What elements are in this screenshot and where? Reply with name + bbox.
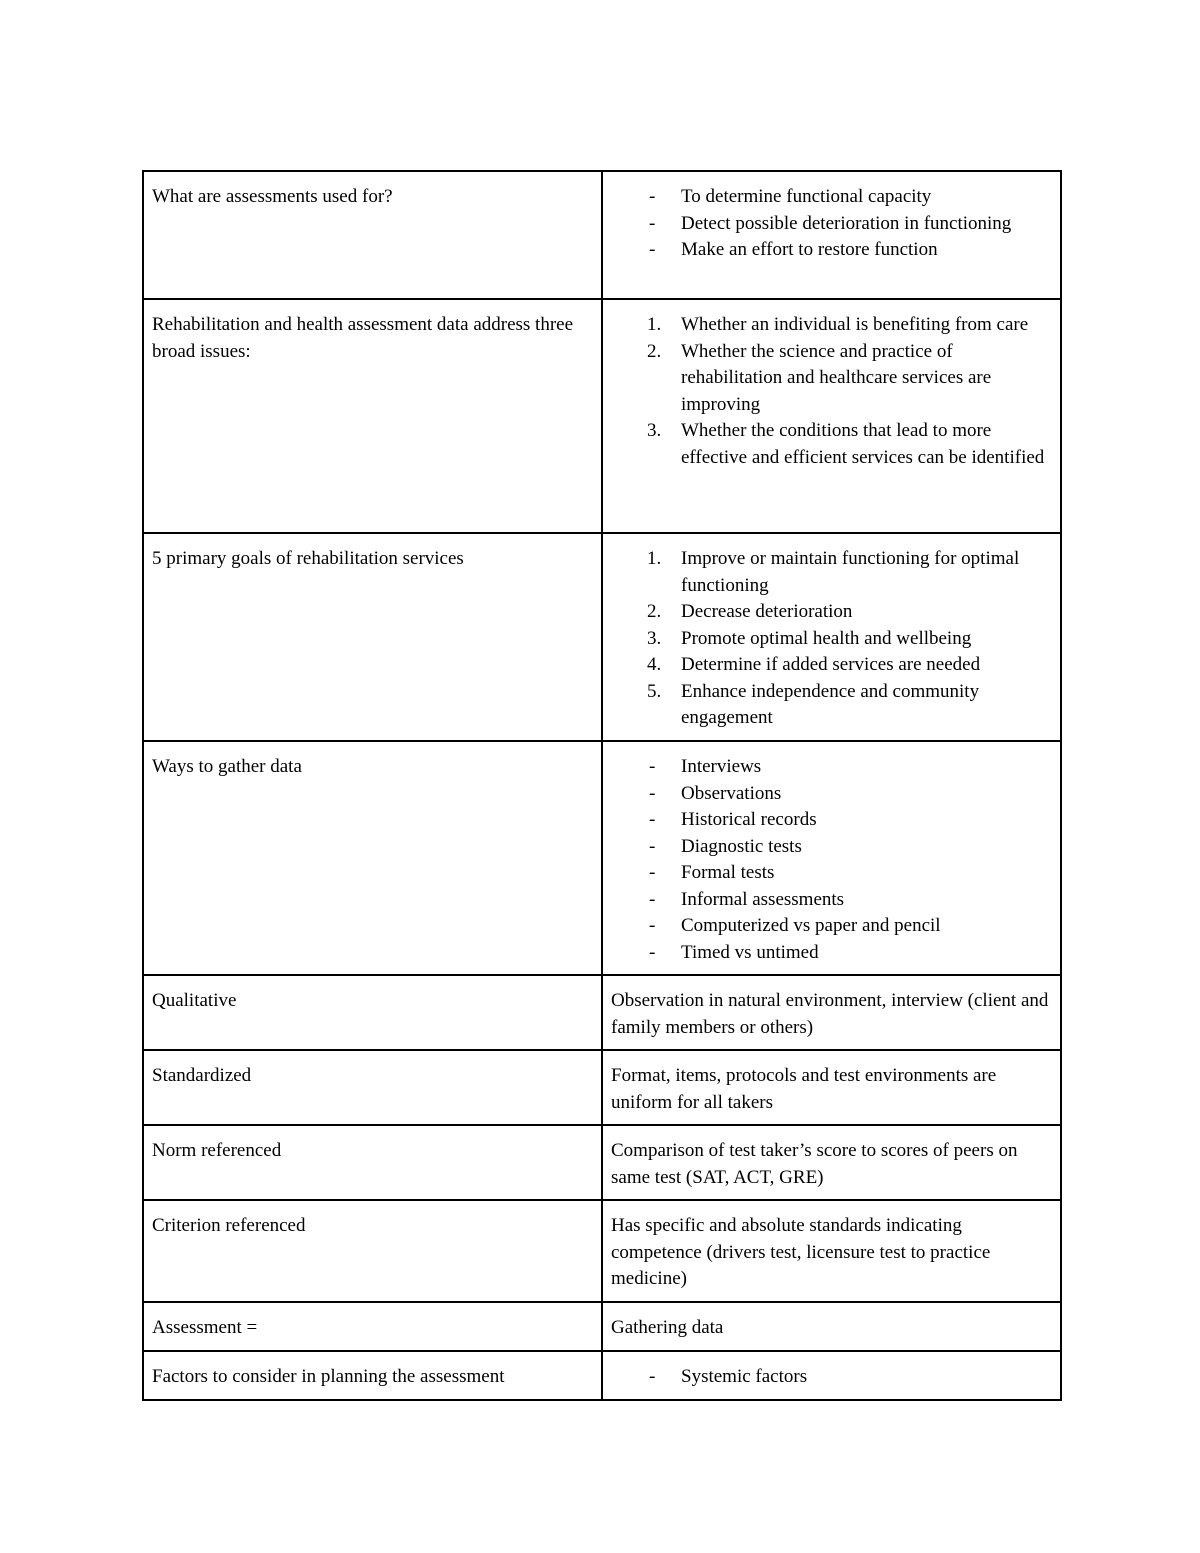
definition-cell xyxy=(602,171,1061,299)
term-cell: Factors to consider in planning the assessment xyxy=(143,1351,602,1400)
dash-marker: - xyxy=(649,239,656,260)
list-item: - Informal assessments xyxy=(611,887,1052,914)
definition-cell: Comparison of test taker’s score to scores of peers on same test (SAT, ACT, GRE) xyxy=(602,1125,1061,1200)
table-row xyxy=(143,299,1061,533)
list-item: 3. Whether the conditions that lead to more effective and efficient services can be identified xyxy=(647,420,1045,468)
dash-marker: - xyxy=(649,862,656,883)
table-row xyxy=(143,533,1061,741)
dash-marker: - xyxy=(649,782,656,804)
term-cell: Standardized xyxy=(143,1050,602,1125)
numbered-list xyxy=(611,546,1052,732)
definition-cell: Format, items, protocols and test environments are uniform for all takers xyxy=(602,1050,1061,1125)
list-item: - Make an effort to restore function xyxy=(611,237,1052,264)
table-row xyxy=(143,1351,1061,1400)
list-item: - Observations xyxy=(611,781,1052,808)
table-row xyxy=(143,1200,1061,1302)
definition-cell: Observation in natural environment, interview (client and family members or others) xyxy=(602,975,1061,1050)
dash-marker: - xyxy=(649,809,656,830)
list-item: - Interviews xyxy=(611,754,1052,781)
list-item: 5. Enhance independence and community engagement xyxy=(647,680,980,728)
dash-marker: - xyxy=(649,1365,656,1387)
list-item: - To determine functional capacity xyxy=(611,184,1052,211)
dash-marker: - xyxy=(649,888,656,910)
table-row xyxy=(143,1050,1061,1125)
dash-marker: - xyxy=(649,212,656,234)
number-marker: 3. xyxy=(647,420,662,441)
table-row xyxy=(143,1125,1061,1200)
list-item: - Historical records xyxy=(611,807,1052,834)
list-item: - Computerized vs paper and pencil xyxy=(611,913,1052,940)
table-row xyxy=(143,171,1061,299)
notes-table xyxy=(142,170,1062,1401)
list-item: 4. Determine if added services are needed xyxy=(611,652,1052,679)
table-row xyxy=(143,975,1061,1050)
dash-list xyxy=(611,1364,1052,1391)
number-marker: 5. xyxy=(647,680,662,702)
number-marker: 2. xyxy=(647,601,662,622)
list-item: 2. Whether the science and practice of rehabilitation and healthcare services are improving xyxy=(647,340,992,415)
list-item: 3. Promote optimal health and wellbeing xyxy=(611,626,1052,653)
dash-marker: - xyxy=(649,756,656,777)
dash-list xyxy=(611,184,1052,264)
dash-marker: - xyxy=(649,915,656,936)
number-marker: 1. xyxy=(647,548,662,569)
number-marker: 2. xyxy=(647,340,662,362)
list-item: 1. Improve or maintain functioning for optimal functioning xyxy=(647,548,1020,596)
list-item: 1. Whether an individual is benefiting from care xyxy=(611,312,1052,339)
table-row xyxy=(143,1302,1061,1351)
list-item: - Formal tests xyxy=(611,860,1052,887)
list-item: - Timed vs untimed xyxy=(611,940,1052,967)
term-cell: Qualitative xyxy=(143,975,602,1050)
dash-marker: - xyxy=(649,835,656,857)
list-item: - Detect possible deterioration in functioning xyxy=(611,211,1052,238)
list-item: - Diagnostic tests xyxy=(611,834,1052,861)
definition-cell xyxy=(602,299,1061,533)
dash-marker: - xyxy=(649,941,656,963)
term-cell: Ways to gather data xyxy=(143,741,602,975)
number-marker: 3. xyxy=(647,627,662,649)
definition-cell xyxy=(602,1351,1061,1400)
term-cell: Norm referenced xyxy=(143,1125,602,1200)
numbered-list xyxy=(611,312,1052,471)
term-cell: Criterion referenced xyxy=(143,1200,602,1302)
list-item: - Systemic factors xyxy=(611,1364,1052,1391)
list-item: 2. Decrease deterioration xyxy=(611,599,1052,626)
term-cell: 5 primary goals of rehabilitation services xyxy=(143,533,602,741)
dash-list xyxy=(611,754,1052,966)
definition-cell: Gathering data xyxy=(602,1302,1061,1351)
table-row xyxy=(143,741,1061,975)
dash-marker: - xyxy=(649,186,656,207)
definition-cell: Has specific and absolute standards indicating competence (drivers test, licensure test to practice medicine) xyxy=(602,1200,1061,1302)
definition-cell xyxy=(602,533,1061,741)
term-cell: Rehabilitation and health assessment data address three broad issues: xyxy=(143,299,602,533)
number-marker: 1. xyxy=(647,314,662,335)
number-marker: 4. xyxy=(647,654,662,675)
definition-cell xyxy=(602,741,1061,975)
term-cell: Assessment = xyxy=(143,1302,602,1351)
term-cell: What are assessments used for? xyxy=(143,171,602,299)
